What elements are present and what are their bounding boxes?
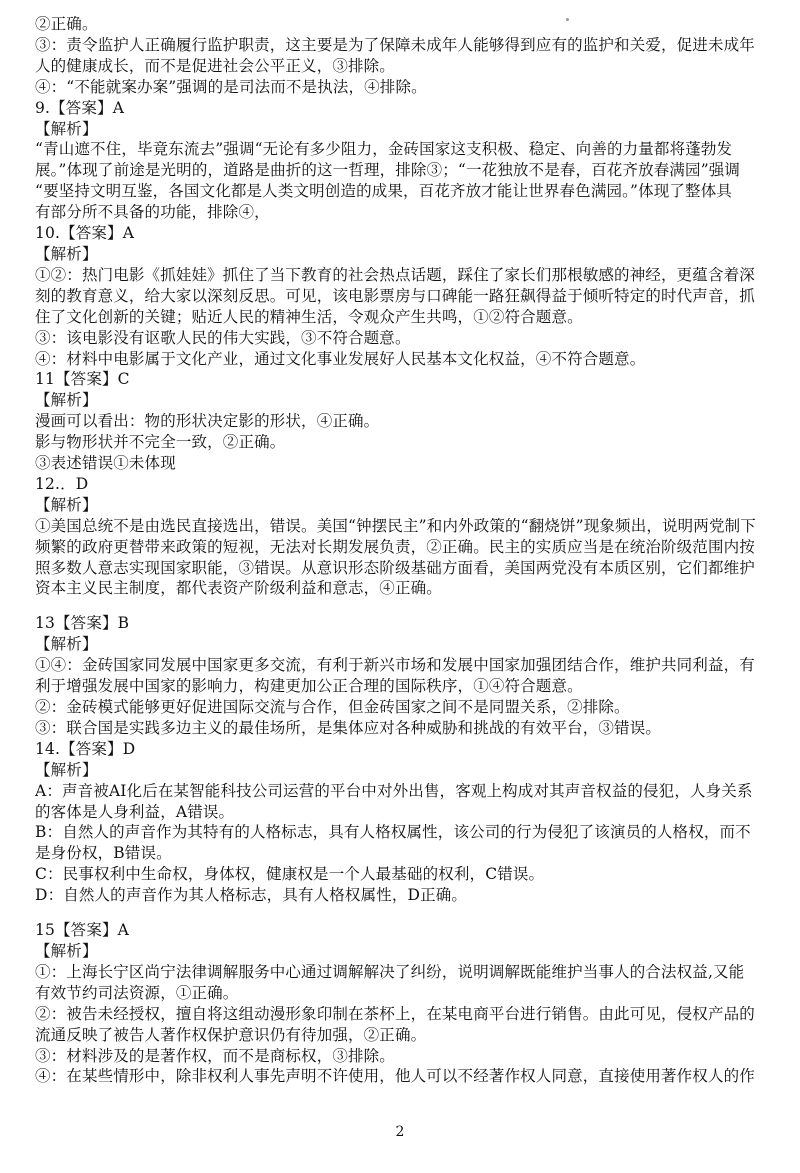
paragraph-gap [35, 906, 775, 920]
text-line: 14.【答案】D [35, 739, 136, 758]
text-line: 利于增强发展中国家的影响力，构建更加公正合理的国际秩序，①④符合题意。 [35, 677, 583, 696]
text-line: ③：责令监护人正确履行监护职责，这主要是为了保障未成年人能够得到应有的监护和关爱，促进未成年 [35, 35, 755, 54]
text-line: ④：“不能就案办案”强调的是司法而不是执法，④排除。 [35, 77, 427, 96]
text-line: ①：上海长宁区尚宁法律调解服务中心通过调解解决了纠纷，说明调解既能维护当事人的合法权益,又能 [35, 962, 745, 981]
text-line: ④：在某些情形中，除非权利人事先声明不许使用，他人可以不经著作权人同意，直接使用著作权人的作 [35, 1067, 755, 1086]
text-line: A：声音被AI化后在某智能科技公司运营的平台中对外出售，客观上构成对其声音权益的侵犯，人身关系 [35, 781, 753, 800]
text-line: B：自然人的声音作为其特有的人格标志，具有人格权属性，该公司的行为侵犯了该演员的人格权，而不 [35, 823, 751, 842]
text-line: ③：该电影没有讴歌人民的伟大实践，③不符合题意。 [35, 328, 411, 347]
text-line: 15【答案】A [35, 921, 129, 940]
answer-analysis-text [35, 14, 775, 1087]
text-line: 9.【答案】A [35, 98, 125, 117]
text-line: 有效节约司法资源，①正确。 [35, 983, 239, 1002]
text-line: ②：金砖模式能够更好促进国际交流与合作，但金砖国家之间不是同盟关系，②排除。 [35, 698, 630, 716]
text-line: ③：材料涉及的是著作权，而不是商标权，③排除。 [35, 1046, 395, 1065]
text-line: 【解析】 [35, 635, 98, 654]
text-line: ①④：金砖国家同发展中国家更多交流，有利于新兴市场和发展中国家加强团结合作，维护共同利益，有 [35, 656, 755, 675]
page-number: 2 [395, 1124, 405, 1140]
text-line: 【解析】 [35, 244, 98, 263]
text-line: 频繁的政府更替带来政策的短视，无法对长期发展负责，②正确。民主的实质应当是在统治阶级范围内按 [35, 537, 755, 556]
text-line: ④：材料中电影属于文化产业，通过文化事业发展好人民基本文化权益，④不符合题意。 [35, 349, 646, 368]
text-line: 【解析】 [35, 391, 98, 410]
text-line: 刻的教育意义，给大家以深刻反思。可见，该电影票房与口碑能一路狂飙得益于倾听特定的时代声音，抓 [35, 286, 755, 305]
text-line: ②：被告未经授权，擅自将这组动漫形象印制在茶杯上，在某电商平台进行销售。由此可见，侵权产品的 [35, 1004, 755, 1023]
text-line: 漫画可以看出：物的形状决定影的形状，④正确。 [35, 412, 380, 431]
text-line: “要坚持文明互鉴，各国文化都是人类文明创造的成果，百花齐放才能让世界春色满园。”体现了整体具 [35, 182, 733, 201]
text-line: ③表述错误①未体现 [35, 454, 176, 473]
text-line: ②正确。 [35, 15, 98, 33]
paragraph-gap [35, 599, 775, 613]
text-line: 11【答案】C [35, 370, 130, 389]
text-line: 有部分所不具备的功能，排除④， [35, 203, 270, 222]
text-line: 住了文化创新的关键；贴近人民的精神生活，令观众产生共鸣，①②符合题意。 [35, 307, 583, 326]
text-line: 【解析】 [35, 760, 98, 779]
text-line: 10.【答案】A [35, 224, 135, 243]
text-line: ①②：热门电影《抓娃娃》抓住了当下教育的社会热点话题，踩住了家长们那根敏感的神经，更蕴含着深 [35, 265, 755, 284]
text-line: 资本主义民主制度，都代表资产阶级利益和意志，④正确。 [35, 579, 442, 598]
text-line: C：民事权利中生命权，身体权，健康权是一个人最基础的权利，C错误。 [35, 865, 545, 884]
text-line: 流通反映了被告人著作权保护意识仍有待加强，②正确。 [35, 1025, 427, 1044]
text-line: 照多数人意志实现国家职能，③错误。从意识形态阶级基础方面看，美国两党没有本质区别，它们都维护 [35, 558, 755, 577]
text-line: 【解析】 [35, 941, 98, 960]
text-line: 是身份权，B错误。 [35, 844, 172, 863]
text-line: 【解析】 [35, 495, 98, 514]
text-line: 人的健康成长，而不是促进社会公平正义，③排除。 [35, 56, 395, 75]
text-line: D：自然人的声音作为其人格标志，具有人格权属性，D正确。 [35, 886, 468, 905]
text-line: 展。”体现了前途是光明的，道路是曲折的这一哲理，排除③；“一花独放不是春，百花齐放春满园”强调 [35, 161, 741, 180]
text-line: ③：联合国是实践多边主义的最佳场所，是集体应对各种威胁和挑战的有效平台，③错误。 [35, 718, 662, 737]
text-line: 【解析】 [35, 119, 98, 138]
text-line: ①美国总统不是由选民直接选出，错误。美国“钟摆民主”和内外政策的“翻烧饼”现象频出，说明两党制下 [35, 516, 756, 535]
text-line: 13【答案】B [35, 614, 130, 633]
text-line: 影与物形状并不完全一致，②正确。 [35, 433, 286, 452]
text-line: “青山遮不住，毕竟东流去”强调“无论有多少阻力，金砖国家这支积极、稳定、向善的力量都将蓬勃发 [35, 140, 733, 159]
text-line: 的客体是人身利益，A错误。 [35, 802, 235, 821]
text-line: 12.．D [35, 474, 89, 493]
